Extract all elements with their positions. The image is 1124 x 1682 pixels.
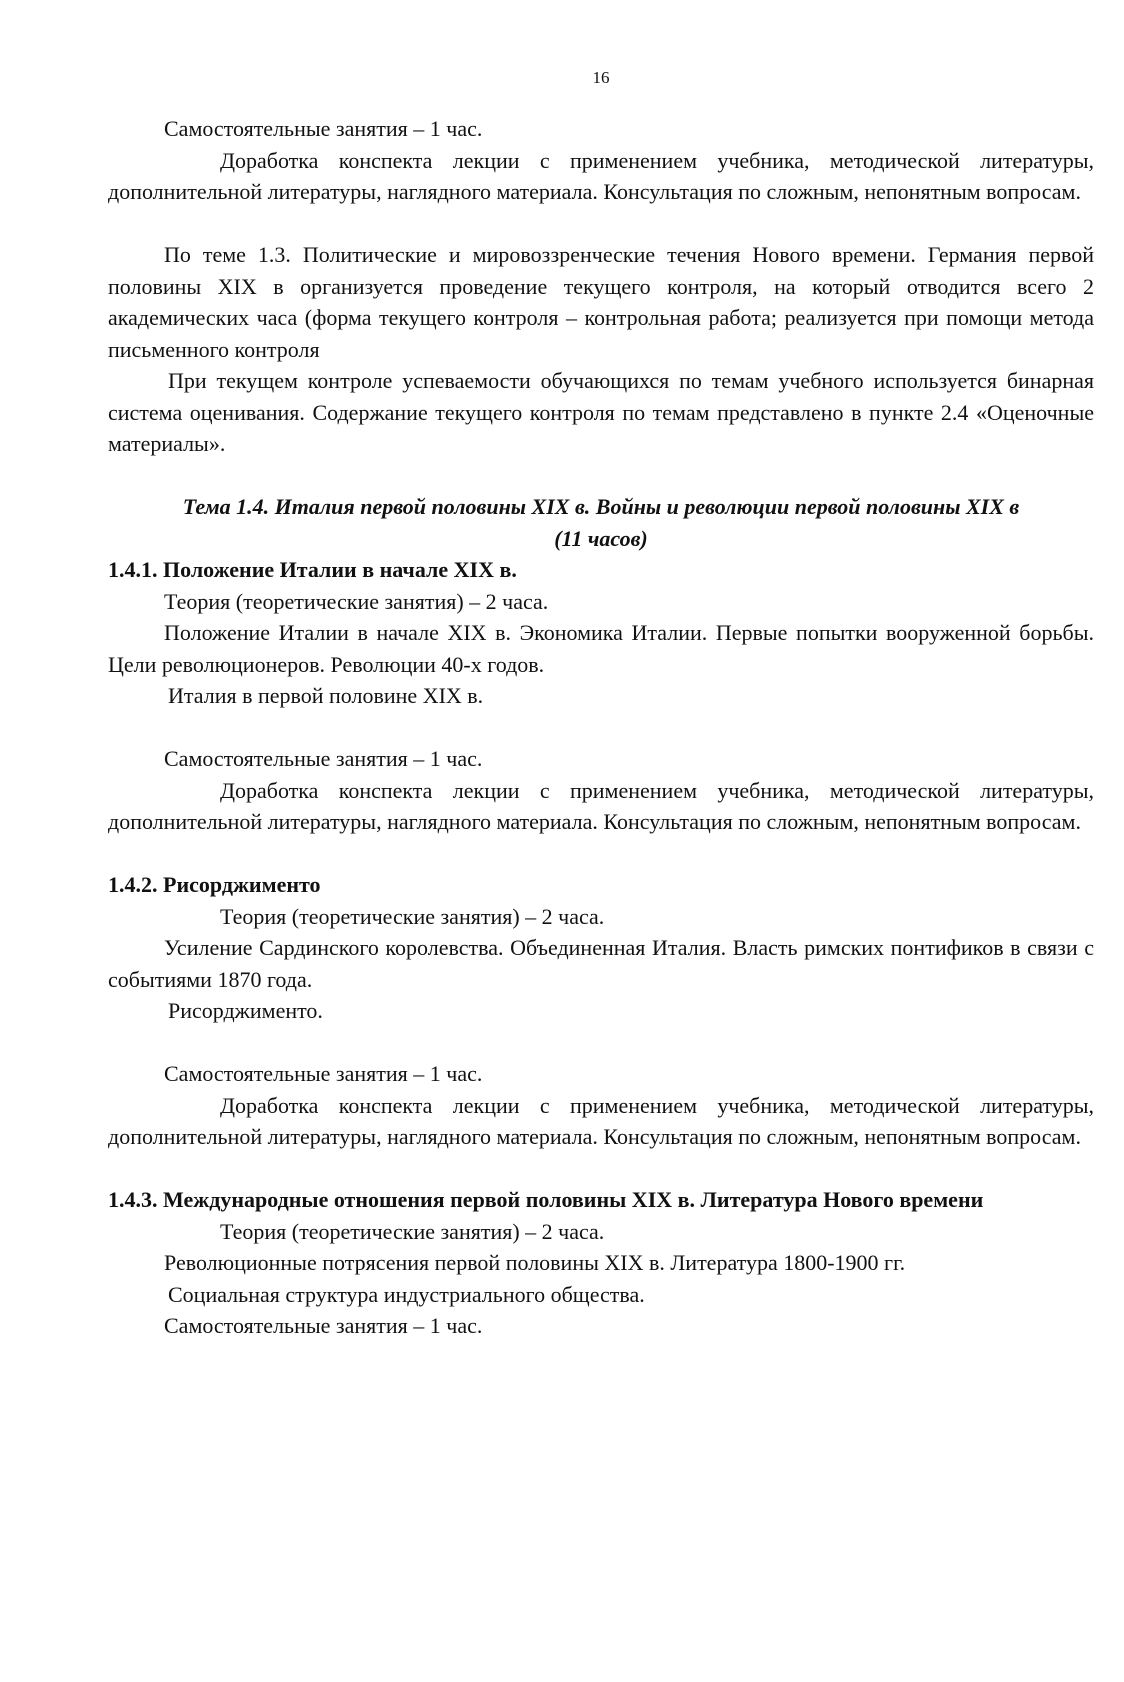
spacer	[108, 1027, 1094, 1059]
self-study-heading: Самостоятельные занятия – 1 час.	[164, 1061, 483, 1086]
theory-heading: Теория (теоретические занятия) – 2 часа.	[220, 1218, 605, 1244]
document-body	[108, 113, 1094, 1342]
spacer	[108, 838, 1094, 870]
spacer	[108, 208, 1094, 240]
self-study-heading: Самостоятельные занятия – 1 час.	[164, 1313, 483, 1338]
subtopic: Рисорджименто.	[168, 998, 323, 1023]
self-study-heading: Самостоятельные занятия – 1 час.	[164, 116, 483, 141]
spacer	[108, 712, 1094, 744]
section-title-1-4-3: 1.4.3. Международные отношения первой половины XIX в. Литература Нового времени	[108, 1187, 984, 1212]
self-study-text: Доработка конспекта лекции с применением учебника, методической литературы, дополнительной литературы, наглядного материала. Консультация по сложным, непонятным вопросам.	[108, 777, 1094, 834]
subtopic: Социальная структура индустриального общества.	[168, 1281, 645, 1307]
topic-hours: (11 часов)	[554, 525, 648, 551]
spacer	[108, 460, 1094, 492]
subtopic: Италия в первой половине XIX в.	[168, 683, 484, 708]
self-study-heading: Самостоятельные занятия – 1 час.	[164, 746, 483, 771]
theory-heading: Теория (теоретические занятия) – 2 часа.	[164, 588, 549, 614]
section-title-1-4-2: 1.4.2. Рисорджименто	[108, 872, 321, 897]
theory-text: Положение Италии в начале XIX в. Экономика Италии. Первые попытки вооруженной борьбы. Цели революционеров. Революции 40-х годов.	[108, 620, 1094, 677]
self-study-text: Доработка конспекта лекции с применением учебника, методической литературы, дополнительной литературы, наглядного материала. Консультация по сложным, непонятным вопросам.	[108, 147, 1094, 204]
page-number: 16	[592, 68, 610, 87]
spacer	[108, 1153, 1094, 1185]
topic-title: Тема 1.4. Италия первой половины XIX в. Войны и революции первой половины XIX в	[182, 494, 1020, 519]
control-paragraph: По теме 1.3. Политические и мировоззренческие течения Нового времени. Германия первой половины XIX в организуется проведение текущего контроля, на который отводится всего 2 академических часа (форма текущего контроля – контрольная работа; реализуется при помощи метода письменного контроля	[108, 242, 1094, 362]
section-title-1-4-1: 1.4.1. Положение Италии в начале XIX в.	[108, 557, 517, 582]
self-study-text: Доработка конспекта лекции с применением учебника, методической литературы, дополнительной литературы, наглядного материала. Консультация по сложным, непонятным вопросам.	[108, 1092, 1094, 1149]
theory-text: Усиление Сардинского королевства. Объединенная Италия. Власть римских понтификов в связи с событиями 1870 года.	[108, 935, 1094, 992]
assessment-paragraph: При текущем контроле успеваемости обучающихся по темам учебного используется бинарная система оценивания. Содержание текущего контроля по темам представлено в пункте 2.4 «Оценочные материалы».	[108, 368, 1094, 456]
theory-text: Революционные потрясения первой половины XIX в. Литература 1800-1900 гг.	[164, 1250, 906, 1275]
theory-heading: Теория (теоретические занятия) – 2 часа.	[220, 903, 605, 929]
